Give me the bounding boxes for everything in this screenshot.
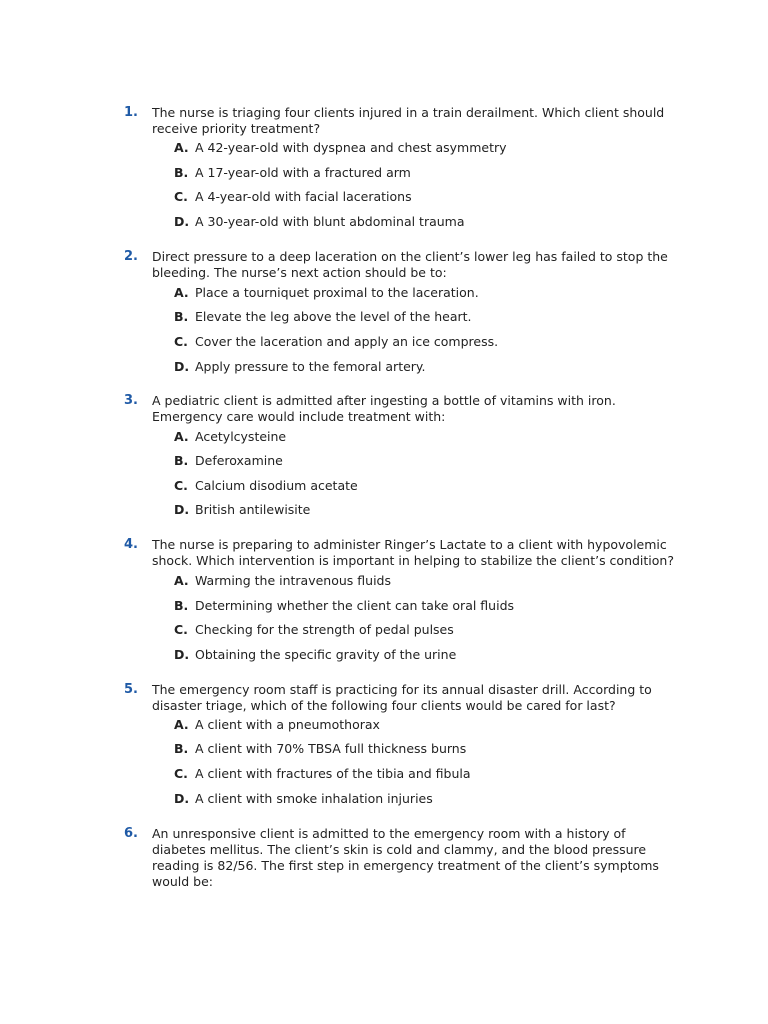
option-b (174, 165, 411, 181)
option-text: Calcium disodium acetate (195, 478, 358, 493)
option-d (174, 359, 426, 375)
option-letter: B. (174, 165, 189, 180)
option-text: Acetylcysteine (195, 429, 287, 444)
option-d (174, 502, 310, 518)
question-text: Direct pressure to a deep laceration on the client’s lower leg has failed to stop the bleeding. The nurse’s next action should be to: (152, 249, 668, 280)
option-d (174, 214, 465, 230)
option-text: A client with 70% TBSA full thickness burns (195, 741, 467, 756)
option-letter: C. (174, 622, 188, 637)
option-letter: D. (174, 214, 190, 229)
option-letter: C. (174, 766, 188, 781)
option-letter: B. (174, 309, 189, 324)
option-letter: D. (174, 647, 190, 662)
option-a (174, 573, 391, 589)
option-letter: B. (174, 453, 189, 468)
option-letter: C. (174, 478, 188, 493)
question-text: An unresponsive client is admitted to the emergency room with a history of diabetes mellitus. The client’s skin is cold and clammy, and the blood pressure reading is 82/56. The first step in emergency treatment of the client’s symptoms would be: (152, 826, 659, 889)
option-text: Cover the laceration and apply an ice compress. (195, 334, 499, 349)
option-letter: D. (174, 502, 190, 517)
question-number: 6. (124, 826, 138, 841)
option-a (174, 140, 507, 156)
option-letter: D. (174, 791, 190, 806)
option-letter: A. (174, 285, 189, 300)
option-text: British antilewisite (195, 502, 311, 517)
option-letter: B. (174, 741, 189, 756)
option-text: Warming the intravenous fluids (195, 573, 391, 588)
option-a (174, 717, 380, 733)
option-text: Obtaining the specific gravity of the urine (195, 647, 457, 662)
option-letter: D. (174, 359, 190, 374)
option-text: Elevate the leg above the level of the heart. (195, 309, 472, 324)
option-d (174, 791, 433, 807)
option-text: A client with smoke inhalation injuries (195, 791, 433, 806)
option-letter: A. (174, 573, 189, 588)
option-text: Determining whether the client can take oral fluids (195, 598, 515, 613)
option-c (174, 189, 412, 205)
option-b (174, 453, 283, 469)
question-number: 4. (124, 537, 138, 552)
question-text: The nurse is triaging four clients injured in a train derailment. Which client should receive priority treatment? (152, 105, 665, 136)
option-b (174, 741, 466, 757)
option-d (174, 647, 456, 663)
option-letter: A. (174, 717, 189, 732)
option-c (174, 334, 498, 350)
question-number: 1. (124, 105, 138, 120)
option-c (174, 766, 471, 782)
option-b (174, 598, 514, 614)
question-number: 5. (124, 682, 138, 697)
option-a (174, 285, 479, 301)
question-text: The nurse is preparing to administer Ringer’s Lactate to a client with hypovolemic shock. Which intervention is important in helping to stabilize the client’s condition? (152, 537, 674, 568)
option-letter: B. (174, 598, 189, 613)
option-c (174, 622, 454, 638)
question-text: A pediatric client is admitted after ingesting a bottle of vitamins with iron. Emergency care would include treatment with: (152, 393, 616, 424)
option-letter: A. (174, 140, 189, 155)
option-letter: C. (174, 189, 188, 204)
option-a (174, 429, 286, 445)
option-text: A 17-year-old with a fractured arm (195, 165, 411, 180)
option-letter: A. (174, 429, 189, 444)
option-text: Deferoxamine (195, 453, 283, 468)
option-text: Apply pressure to the femoral artery. (195, 359, 426, 374)
question-text: The emergency room staff is practicing for its annual disaster drill. According to disaster triage, which of the following four clients would be cared for last? (152, 682, 652, 713)
option-text: A client with a pneumothorax (195, 717, 380, 732)
option-text: A 4-year-old with facial lacerations (195, 189, 412, 204)
option-c (174, 478, 358, 494)
question-number: 2. (124, 249, 138, 264)
option-b (174, 309, 472, 325)
question-number: 3. (124, 393, 138, 408)
option-letter: C. (174, 334, 188, 349)
option-text: A 42-year-old with dyspnea and chest asymmetry (195, 140, 507, 155)
option-text: A 30-year-old with blunt abdominal trauma (195, 214, 465, 229)
option-text: A client with fractures of the tibia and fibula (195, 766, 471, 781)
option-text: Checking for the strength of pedal pulses (195, 622, 454, 637)
option-text: Place a tourniquet proximal to the laceration. (195, 285, 479, 300)
